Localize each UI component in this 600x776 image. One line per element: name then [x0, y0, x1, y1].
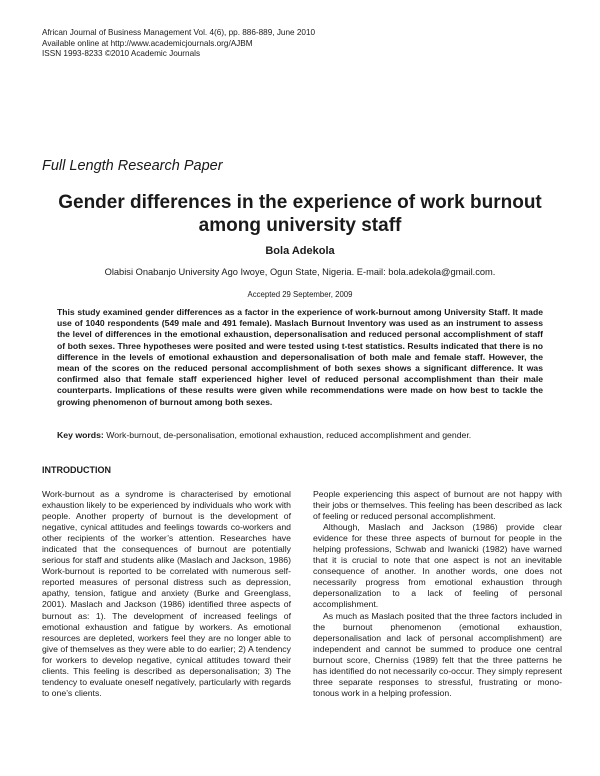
journal-issn: ISSN 1993-8233 ©2010 Academic Journals	[42, 49, 201, 59]
right-column	[313, 489, 562, 699]
author-affiliation: Olabisi Onabanjo University Ago Iwoye, Ogun State, Nigeria. E-mail: bola.adekola@gmail.com.	[104, 267, 496, 277]
paragraph: People experiencing this aspect of burnout are not happy with their jobs or themselves. This feeling has been described as lack of feeling or reduced personal accomplishment.	[313, 489, 562, 522]
paragraph: Although, Maslach and Jackson (1986) provide clear evidence for these three aspects of burnout for people in the helping professions, Schwab and Iwanicki (1982) have warned that it is crucial to note that one aspect is not an inevitable consequence of another. In another words, one does not necessarily progress from emotional exhaustion through depersonalization to a lack of feeling of personal accomplishment.	[313, 522, 562, 610]
paragraph: Work-burnout as a syndrome is characterised by emotional exhaustion likely to be experienced by individuals who work with people. Another property of burnout is the development of negative, cynical attitudes and feelings towards co-workers and other recipients of the worker’s attention. Researches have indicated that the consequences of burnout are potentially serious for staff and students alike (Maslach and Jackson, 1986) Work-burnout is reported to be correlated with numerous self-reported measures of personal distress such as depression, apathy, tension, fatigue and anxiety (Burke and Greenglass, 2001). Maslach and Jackson (1986) identified three aspects of burnout as: 1). The development of increased feelings of emotional exhaustion and fatigue by workers. As emotional resources are depleted, workers feel they are no longer able to give of themselves as they were able to do earlier; 2) A tendency for workers to develop negative, cynical attitudes toward their clients. This feeling is described as depersonalisation; 3) The tendency to evaluate oneself negatively, particularly with regards to one’s clients.	[42, 489, 291, 698]
paper-type-label: Full Length Research Paper	[42, 158, 223, 174]
paper-title: Gender differences in the experience of work burnout among university staff	[58, 192, 542, 236]
abstract: This study examined gender differences as a factor in the experience of work-burnout among University Staff. It made use of 1040 respondents (549 male and 491 female). Maslach Burnout Inventory was used as an instrument to assess the level of differences in the emotional exhaustion, depersonalisation and reduced personal accomplishment of staff of both sexes. Three hypotheses were posited and were tested using t-test statistics. Results indicated that there is no difference in the levels of emotional exhaustion and depersonalisation of both male and female staff. However, the mean of the scores on the reduced personal accomplishment of both sexes shows a significant difference. It was confirmed also that female staff experienced higher level of reduced personal accomplishment than their male counterparts. Implications of these results were given while recommendations were made on how best to tackle the growing phenomenon of burnout among both sexes.	[57, 307, 543, 407]
section-heading: INTRODUCTION	[42, 465, 111, 475]
keywords-label: Key words:	[57, 430, 104, 440]
journal-header	[42, 28, 315, 60]
left-column	[42, 489, 291, 699]
keywords	[57, 430, 557, 441]
accepted-date: Accepted 29 September, 2009	[247, 290, 353, 299]
journal-citation: African Journal of Business Management Vol. 4(6), pp. 886-889, June 2010	[42, 28, 316, 37]
author-name: Bola Adekola	[265, 245, 335, 257]
paragraph: As much as Maslach posited that the three factors included in the burnout phenomenon (emotional exhaustion, depersonalisation and lack of personal accomplishment) are independent and cannot be summed to produce one central burnout score, Cherniss (1989) felt that the three patterns he has identified do not necessarily co-occur. They simply represent three separate responses to stressful, frustrating or mono-tonous work in a helping profession.	[313, 610, 563, 698]
journal-online-url[interactable]: Available online at http://www.academicjournals.org/AJBM	[42, 38, 253, 48]
keywords-text: Work-burnout, de-personalisation, emotional exhaustion, reduced accomplishment and gender.	[106, 430, 472, 440]
